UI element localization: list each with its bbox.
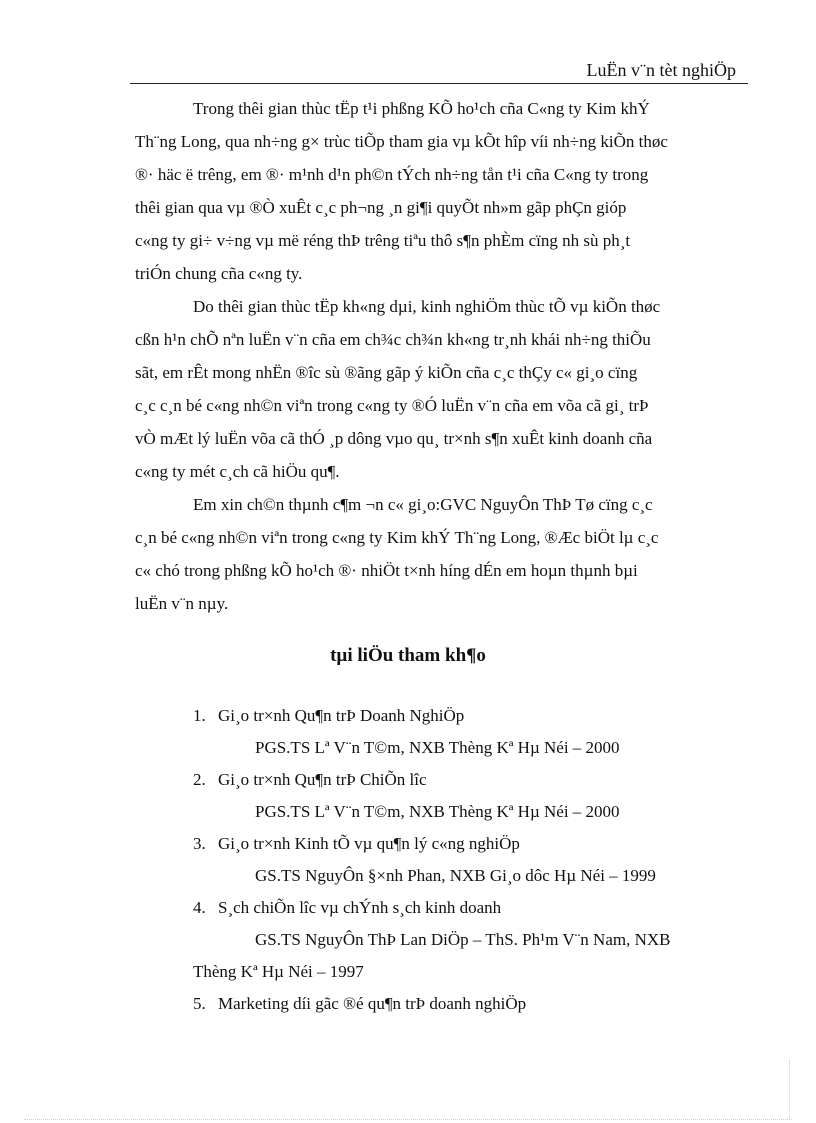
header-divider: [130, 83, 748, 84]
reference-item: [193, 988, 743, 1020]
page-edge-bottom: [24, 1119, 792, 1120]
reference-title: Gi¸o tr×nh Qu¶n trÞ Doanh NghiÖp: [218, 706, 465, 725]
paragraph-line: cßn h¹n chÕ nªn luËn v¨n cña em ch¾c ch¾n kh«ng tr¸nh khái nh÷ng thiÕu: [135, 330, 651, 349]
reference-title: Gi¸o tr×nh Qu¶n trÞ ChiÕn lîc: [218, 770, 427, 789]
paragraph-line: Em xin ch©n thµnh c¶m ¬n c« gi¸o:GVC NguyÔn ThÞ Tø cïng c¸c: [193, 495, 653, 514]
reference-item: [193, 700, 743, 764]
paragraph-line: c¸n bé c«ng nh©n viªn trong c«ng ty Kim khÝ Th¨ng Long, ®Æc biÖt lµ c¸c: [135, 528, 659, 547]
reference-number: 4.: [193, 898, 206, 917]
paragraph-line: c«ng ty gi÷ v÷ng vµ më réng thÞ trêng tiªu thô s¶n phÈm cïng nh sù ph¸t: [135, 231, 631, 250]
reference-detail: GS.TS NguyÔn ThÞ Lan DiÖp – ThS. Ph¹m V¨n Nam, NXB: [255, 930, 671, 949]
paragraph-limitations: [135, 290, 741, 488]
reference-item: [193, 764, 743, 828]
reference-number: 5.: [193, 994, 206, 1013]
paragraph-line: c« chó trong phßng kÕ ho¹ch ®· nhiÖt t×nh híng dÉn em hoµn thµnh bµi: [135, 561, 638, 580]
reference-number: 1.: [193, 706, 206, 725]
paragraph-line: triÓn chung cña c«ng ty.: [135, 264, 303, 283]
paragraph-line: luËn v¨n nµy.: [135, 594, 229, 613]
reference-number: 2.: [193, 770, 206, 789]
paragraph-line: c«ng ty mét c¸ch cã hiÖu qu¶.: [135, 462, 340, 481]
page-edge-right: [789, 1060, 790, 1120]
body-text: [135, 92, 741, 620]
paragraph-thanks: [135, 488, 741, 620]
paragraph-line: vÒ mÆt lý luËn võa cã thÓ ¸p dông vµo qu¸ tr×nh s¶n xuÊt kinh doanh cña: [135, 429, 653, 448]
references-list: [193, 700, 743, 1020]
reference-title: Gi¸o tr×nh Kinh tÕ vµ qu¶n lý c«ng nghiÖp: [218, 834, 520, 853]
reference-detail: GS.TS NguyÔn §×nh Phan, NXB Gi¸o dôc Hµ Néi – 1999: [255, 866, 656, 885]
reference-number: 3.: [193, 834, 206, 853]
reference-item: [193, 892, 743, 988]
paragraph-line: ®· häc ë trêng, em ®· m¹nh d¹n ph©n tÝch nh÷ng tån t¹i cña C«ng ty trong: [135, 165, 649, 184]
reference-detail: PGS.TS Lª V¨n T©m, NXB Thèng Kª Hµ Néi – 2000: [255, 738, 620, 757]
references-heading: tµi liÖu tham kh¶o: [330, 645, 486, 666]
paragraph-line: thêi gian qua vµ ®Ò xuÊt c¸c ph¬ng ¸n gi¶i quyÕt nh»m gãp phÇn gióp: [135, 198, 627, 217]
document-header-title: LuËn v¨n tèt nghiÖp: [586, 60, 736, 80]
paragraph-line: Trong thêi gian thùc tËp t¹i phßng KÕ ho¹ch cña C«ng ty Kim khÝ: [193, 99, 650, 118]
paragraph-line: Th¨ng Long, qua nh÷ng g× trùc tiÕp tham gia vµ kÕt hîp víi nh÷ng kiÕn thøc: [135, 132, 668, 151]
paragraph-line: c¸c c¸n bé c«ng nh©n viªn trong c«ng ty ®Ó luËn v¨n cña em võa cã gi¸ trÞ: [135, 396, 649, 415]
reference-item: [193, 828, 743, 892]
paragraph-line: Do thêi gian thùc tËp kh«ng dµi, kinh nghiÖm thùc tÕ vµ kiÕn thøc: [193, 297, 661, 316]
reference-title: S¸ch chiÕn lîc vµ chÝnh s¸ch kinh doanh: [218, 898, 502, 917]
reference-detail-continued: Thèng Kª Hµ Néi – 1997: [193, 962, 364, 981]
reference-title: Marketing díi gãc ®é qu¶n trÞ doanh nghiÖp: [218, 994, 527, 1013]
reference-detail: PGS.TS Lª V¨n T©m, NXB Thèng Kª Hµ Néi – 2000: [255, 802, 620, 821]
paragraph-intro: [135, 92, 741, 290]
paragraph-line: sãt, em rÊt mong nhËn ®îc sù ®ãng gãp ý kiÕn cña c¸c thÇy c« gi¸o cïng: [135, 363, 638, 382]
